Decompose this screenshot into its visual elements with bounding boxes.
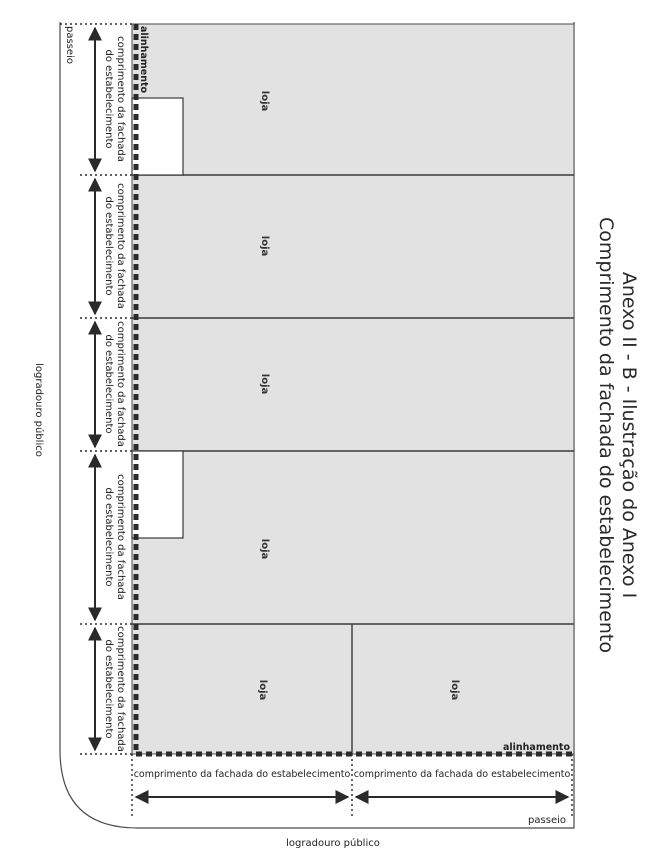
loja-label: loja (259, 90, 270, 112)
comprimento-label-line1: comprimento da fachada (115, 36, 126, 162)
comprimento-label-bottom: comprimento da fachada do estabelecimento (133, 769, 351, 780)
block-area (132, 24, 574, 754)
passeio-label-left: passeio (64, 26, 75, 64)
loja-label: loja (259, 538, 270, 560)
comprimento-label-line2: do estabelecimento (103, 487, 114, 587)
recess-box (132, 98, 183, 175)
alinhamento-label-top: alinhamento (138, 26, 149, 94)
comprimento-label-line2: do estabelecimento (103, 639, 114, 739)
comprimento-label-line1: comprimento da fachada (115, 474, 126, 600)
comprimento-label-group (103, 36, 126, 752)
extension-lines-bottom (132, 754, 572, 816)
logradouro-label-left: logradouro público (33, 363, 44, 457)
comprimento-label-line2: do estabelecimento (103, 196, 114, 296)
comprimento-label-line1: comprimento da fachada (115, 321, 126, 447)
title-line1: Anexo II - B - Ilustração do Anexo I (618, 271, 640, 599)
recess-box (132, 451, 183, 538)
loja-label: loja (259, 373, 270, 395)
comprimento-label-line2: do estabelecimento (103, 49, 114, 149)
comprimento-label-line2: do estabelecimento (103, 334, 114, 434)
comprimento-label-line1: comprimento da fachada (115, 183, 126, 309)
title-line2: Comprimento da fachada do estabelecimento (595, 216, 617, 654)
loja-label: loja (449, 679, 460, 701)
comprimento-label-line1: comprimento da fachada (115, 626, 126, 752)
logradouro-label-bottom: logradouro público (286, 838, 380, 849)
passeio-label-bottom: passeio (528, 815, 566, 826)
loja-label: loja (259, 235, 270, 257)
comprimento-label-bottom: comprimento da fachada do estabelecimento (353, 769, 571, 780)
alinhamento-label-bottom: alinhamento (502, 742, 570, 753)
loja-label: loja (257, 679, 268, 701)
